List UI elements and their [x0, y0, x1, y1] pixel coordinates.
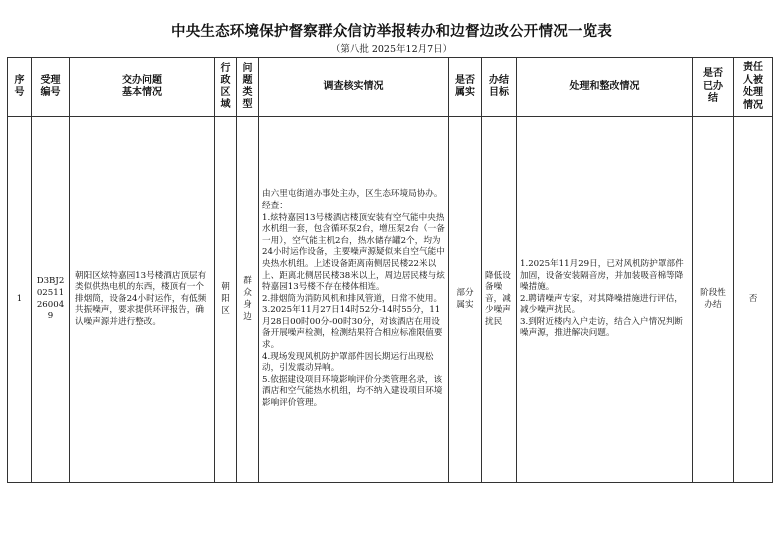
cell-issue: 朝阳区炫特嘉园13号楼酒店顶层有类似供热电机的东西，楼顶有一个排烟筒，设备24小时运作，有低频共振噪声，要求提供环评报告，确认噪声源并进行整改。 [70, 117, 215, 483]
cell-handling [517, 117, 693, 483]
header-verified: 是否属实 [449, 58, 482, 117]
header-seq: 序号 [8, 58, 32, 117]
investigation-item: 4.现场发现风机防护罩部件因长期运行出现松动，引发震动异响。 [262, 351, 434, 374]
handling-item: 1.2025年11月29日，已对风机防护罩部件加固，设备安装隔音房，并加装吸音棉等降噪措施。 [520, 258, 684, 293]
cell-verified: 部分属实 [449, 117, 482, 483]
header-handling: 处理和整改情况 [517, 58, 693, 117]
investigation-item: 2.排烟筒为消防风机和排风管道，日常不使用。 [262, 293, 443, 304]
header-accountability: 责任人被处理情况 [734, 58, 773, 117]
cell-investigation [259, 117, 449, 483]
cell-accountability: 否 [734, 117, 773, 483]
cell-code: D3BJ202511260049 [32, 117, 70, 483]
cell-seq: 1 [8, 117, 32, 483]
investigation-item: 1.炫特嘉园13号楼酒店楼顶安装有空气能中央热水机组一套，包含循环泵2台，增压泵2台（一备一用），空气能主机2台，热水储存罐2个，均为24小时运作设备，主要噪声源疑似来自空气能中央热水机组。上述设备距离南侧居民楼22米以上、距离北侧居民楼38米以上，周边居民楼与炫特嘉园13号楼不存在楼体相连。 [262, 212, 445, 293]
header-district: 行政区域 [215, 58, 237, 117]
investigation-intro: 由六里屯街道办事处主办，区生态环境局协办。经查： [262, 189, 443, 211]
header-goal: 办结目标 [482, 58, 517, 117]
cell-district: 朝阳区 [215, 117, 237, 483]
header-issue: 交办问题基本情况 [70, 58, 215, 117]
handling-item: 3.到附近楼内入户走访，结合入户情况判断噪声源，推进解决问题。 [520, 316, 683, 339]
header-type: 问题类型 [237, 58, 259, 117]
header-completed: 是否已办结 [693, 58, 734, 117]
cell-goal: 降低设备噪音，减少噪声扰民 [482, 117, 517, 483]
handling-item: 2.聘请噪声专家，对其降噪措施进行评估，减少噪声扰民。 [520, 293, 683, 316]
complaint-table [7, 57, 773, 483]
table-row [8, 117, 773, 483]
cell-completed: 阶段性办结 [693, 117, 734, 483]
header-code: 受理编号 [32, 58, 70, 117]
document-title: 中央生态环境保护督察群众信访举报转办和边督边改公开情况一览表 [171, 23, 612, 40]
investigation-item: 3.2025年11月27日14时52分-14时55分，11月28日00时00分-00时30分，对该酒店在用设备开展噪声检测，检测结果符合相应标准限值要求。 [262, 305, 443, 351]
investigation-item: 5.依据建设项目环境影响评价分类管理名录，该酒店和空气能热水机组，均不纳入建设项目环境影响评价管理。 [262, 374, 443, 409]
table-header-row [8, 58, 773, 117]
cell-type: 群众身边 [237, 117, 259, 483]
document-subtitle: （第八批 2025年12月7日） [330, 44, 453, 55]
header-investigation: 调查核实情况 [259, 58, 449, 117]
